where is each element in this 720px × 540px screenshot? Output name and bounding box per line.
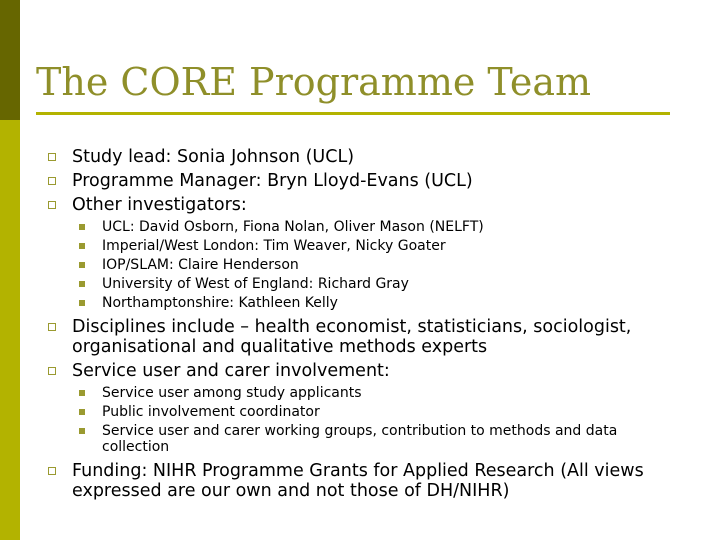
square-bullet-icon bbox=[48, 153, 56, 161]
list-item bbox=[48, 317, 688, 357]
list-item-text: Programme Manager: Bryn Lloyd-Evans (UCL) bbox=[72, 171, 473, 191]
side-accent-bar-dark bbox=[0, 0, 20, 120]
list-item-text: Other investigators: bbox=[72, 195, 247, 215]
sub-list-item bbox=[48, 404, 688, 420]
sub-list bbox=[48, 219, 688, 311]
sub-list-item bbox=[48, 423, 688, 455]
square-bullet-icon bbox=[48, 367, 56, 375]
list-item bbox=[48, 147, 688, 167]
sub-list bbox=[48, 385, 688, 455]
list-item-text: Service user and carer involvement: bbox=[72, 361, 390, 381]
filled-square-bullet-icon bbox=[79, 243, 85, 249]
sub-list-item bbox=[48, 219, 688, 235]
list-item bbox=[48, 361, 688, 381]
sub-list-item-text: IOP/SLAM: Claire Henderson bbox=[102, 257, 299, 273]
sub-list-item bbox=[48, 257, 688, 273]
bullet-list bbox=[48, 147, 688, 505]
filled-square-bullet-icon bbox=[79, 428, 85, 434]
list-item-text: Disciplines include – health economist, statisticians, sociologist, organisational and qualitative methods experts bbox=[72, 317, 632, 357]
list-item bbox=[48, 195, 688, 215]
filled-square-bullet-icon bbox=[79, 281, 85, 287]
list-item-text: Funding: NIHR Programme Grants for Applied Research (All views expressed are our own and not those of DH/NIHR) bbox=[72, 461, 644, 501]
title-underline bbox=[36, 112, 670, 115]
filled-square-bullet-icon bbox=[79, 262, 85, 268]
square-bullet-icon bbox=[48, 201, 56, 209]
filled-square-bullet-icon bbox=[79, 300, 85, 306]
sub-list-item bbox=[48, 276, 688, 292]
list-item bbox=[48, 461, 688, 501]
filled-square-bullet-icon bbox=[79, 224, 85, 230]
filled-square-bullet-icon bbox=[79, 409, 85, 415]
list-item bbox=[48, 171, 688, 191]
sub-list-item bbox=[48, 238, 688, 254]
sub-list-item-text: Imperial/West London: Tim Weaver, Nicky Goater bbox=[102, 238, 446, 254]
list-item-text: Study lead: Sonia Johnson (UCL) bbox=[72, 147, 355, 167]
sub-list-item bbox=[48, 295, 688, 311]
filled-square-bullet-icon bbox=[79, 390, 85, 396]
sub-list-item-text: Service user and carer working groups, contribution to methods and data collection bbox=[102, 423, 618, 455]
sub-list-item-text: UCL: David Osborn, Fiona Nolan, Oliver Mason (NELFT) bbox=[102, 219, 484, 235]
sub-list-item-text: Service user among study applicants bbox=[102, 385, 362, 401]
sub-list-item bbox=[48, 385, 688, 401]
sub-list-item-text: Public involvement coordinator bbox=[102, 404, 320, 420]
slide-title: The CORE Programme Team bbox=[36, 60, 592, 104]
square-bullet-icon bbox=[48, 323, 56, 331]
sub-list-item-text: University of West of England: Richard Gray bbox=[102, 276, 409, 292]
square-bullet-icon bbox=[48, 177, 56, 185]
square-bullet-icon bbox=[48, 467, 56, 475]
sub-list-item-text: Northamptonshire: Kathleen Kelly bbox=[102, 295, 338, 311]
